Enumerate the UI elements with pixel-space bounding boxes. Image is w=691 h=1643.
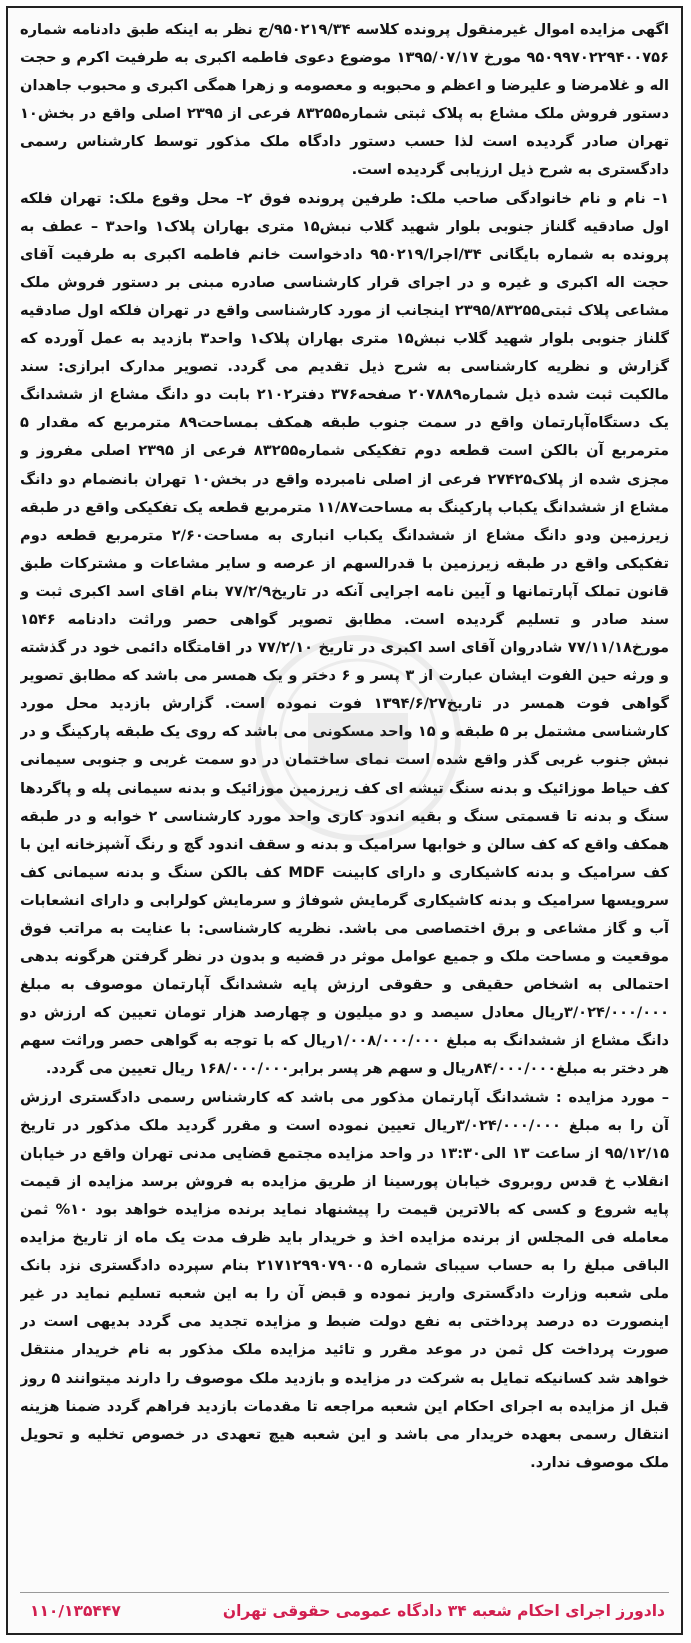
notice-paragraph-intro: اگهی مزایده اموال غیرمنقول پرونده کلاسه ۹۵۰۲۱۹/۳۴/ج نظر به اینکه طبق دادنامه شماره ۹۵۰۹۹۷۰۲۲۹۴۰۰۷۵۶ مورخ ۱۳۹۵/۰۷/۱۷ موضوع دعوی فاطمه اکبری به طرفیت اکرم و حجت اله و غلامرضا و علیرضا و اعظم و محبوبه و معصومه و زهرا همگی اکبری و محبوب جاهدان دستور فروش ملک مشاع به پلاک ثبتی شماره۸۳۲۵۵ فرعی از ۲۳۹۵ اصلی واقع در بخش۱۰ تهران صادر گردیده است لذا حسب دستور دادگاه ملک مذکور توسط کارشناس رسمی دادگستری به شرح ذیل ارزیابی گردیده است. bbox=[20, 21, 669, 179]
notice-paragraph-auction-terms: – مورد مزایده : ششدانگ آپارتمان مذکور می باشد که کارشناس رسمی دادگستری ارزش آن را به مبلغ ۳/۰۲۴/۰۰۰/۰۰۰ریال تعیین نموده است و مقرر گردید ملک مذکور در تاریخ ۹۵/۱۲/۱۵ از ساعت ۱۳ الی۱۳:۳۰ در واحد مزایده مجتمع قضایی مدنی تهران واقع در خیابان انقلاب خ قدس روبروی خیابان پورسینا از طریق مزایده به فروش برسد مزایده از قیمت پایه شروع و کسی که بالاترین قیمت را پیشنهاد نماید برنده مزایده خواهد بود ۱۰% ثمن معامله فی المجلس از برنده مزایده اخذ و خریدار باید ظرف مدت یک ماه از تاریخ مزایده الباقی مبلغ را به حساب سیبای شماره ۲۱۷۱۲۹۹۰۷۹۰۰۵ بنام سپرده دادگستری نزد بانک ملی شعبه وزارت دادگستری واریز نموده و قبض آن را به این شعبه تسلیم نماید در غیر اینصورت ده درصد پرداختی به نفع دولت ضبط و مزایده تجدید می گردد بدیهی است در صورت پرداخت کل ثمن در موعد مقرر و تائید مزایده ملک مذکور به نام خریدار منتقل خواهد شد کسانیکه تمایل به شرکت در مزایده و بازدید ملک موصوف را دارند میتوانند ۵ روز قبل از مزایده به اجرای احکام این شعبه مراجعه تا مقدمات بازدید فراهم گردد ضمنا هزینه انتقال رسمی بعهده خریدار می باشد و این شعبه هیچ تعهدی در خصوص تخلیه و تحویل ملک موصوف ندارد. bbox=[20, 1088, 669, 1471]
notice-content bbox=[20, 16, 669, 1589]
notice-footer bbox=[22, 1597, 667, 1625]
issuer-signature: دادورز اجرای احکام شعبه ۳۴ دادگاه عمومی حقوقی تهران bbox=[222, 1602, 665, 1620]
footer-divider bbox=[20, 1592, 669, 1593]
auction-notice bbox=[6, 6, 683, 1635]
notice-paragraph-appraisal: ۱– نام و نام خانوادگی صاحب ملک: طرفین پرونده فوق ۲– محل وقوع ملک: تهران فلکه اول صادقیه گلناز جنوبی بلوار شهید گلاب نبش۱۵ متری بهاران پلاک۱ واحد۳ – عطف به پرونده به شماره بایگانی ۳۴/اجرا/۹۵۰۲۱۹ دادخواست خانم فاطمه اکبری به طرفیت آقای حجت اله اکبری و غیره و در اجرای قرار کارشناسی صادره مبنی بر دستور فروش ملک مشاعی پلاک ثبتی۲۳۹۵/۸۳۲۵۵ اینجانب از مورد کارشناسی واقع در تهران فلکه اول صادقیه گلناز جنوبی بلوار شهید گلاب نبش۱۵ متری بهاران پلاک۱ واحد۳ بازدید به عمل آورده که گزارش و نظریه کارشناسی به شرح ذیل تقدیم می گردد. تصویر مدارک ابرازی: سند مالکیت ثبت شده ذیل شماره۲۰۷۸۸۹ صفحه۳۷۶ دفتر۲۱۰۲ بابت دو دانگ مشاع از ششدانگ یک دستگاه‌آپارتمان واقع در سمت جنوب طبقه همکف بمساحت۸۹ مترمربع که مقدار ۵ مترمربع آن بالکن است قطعه دوم تفکیکی شماره۸۳۲۵۵ فرعی از ۲۳۹۵ اصلی مفروز و مجزی شده از پلاک۲۷۴۲۵ فرعی از اصلی نامبرده واقع در بخش۱۰ تهران بانضمام دو دانگ مشاع از ششدانگ یکباب پارکینگ به مساحت۱۱/۸۷ مترمربع قطعه یک تفکیکی واقع در طبقه زیرزمین ودو دانگ مشاع از ششدانگ یکباب انباری به مساحت۲/۶۰ مترمربع قطعه دوم تفکیکی واقع در طبقه زیرزمین با قدرالسهم از عرصه و سایر مشاعات و مشترکات طبق قانون تملک آپارتمانها و آیین نامه اجرایی آنکه در تاریخ۷۷/۲/۹ بنام اقای اسد اکبری ثبت و سند صادر و تسلیم گردیده است. مطابق تصویر گواهی حصر وراثت دادنامه ۱۵۴۶ مورخ۷۷/۱۱/۱۸ شادروان آقای اسد اکبری در تاریخ ۷۷/۲/۱۰ در اقامتگاه دائمی خود در گذشته و ورثه حین الفوت ایشان عبارت از ۳ پسر و ۶ دختر و یک همسر می باشد که مطابق تصویر گواهی فوت همسر در تاریخ۱۳۹۴/۶/۲۷ فوت نموده است. گزارش بازدید محل مورد کارشناسی مشتمل بر ۵ طبقه و ۱۵ واحد مسکونی می باشد که روی یک طبقه پارکینگ و در نبش جنوب غربی گذر واقع شده است نمای ساختمان در دو سمت غربی و جنوبی سیمانی کف حیاط موزائیک و بدنه سنگ تیشه ای کف زیرزمین موزائیک و بدنه سیمانی پله و پاگردها سنگ و بدنه تا قسمتی سنگ و بقیه اندود کاری واحد مورد کارشناسی ۲ خوابه و در طبقه همکف واقع که کف سالن و خوابها سرامیک و بدنه و سقف اندود گچ و رنگ آشپزخانه این با کف سرامیک و بدنه کاشیکاری و دارای کابینت MDF کف بالکن سنگ و بدنه سیمانی کف سرویسها سرامیک و بدنه کاشیکاری گرمایش شوفاژ و سرمایش کولرابی و دارای انشعابات آب و گاز مشاعی و برق اختصاصی می باشد. نظریه کارشناسی: با عنایت به مراتب فوق موقعیت و مساحت ملک و جمیع عوامل موثر در قضیه و بدون در نظر گرفتن هرگونه بدهی احتمالی به اشخاص حقیقی و حقوقی ارزش پایه ششدانگ آپارتمان موصوف به مبلغ ۳/۰۲۴/۰۰۰/۰۰۰ریال معادل سیصد و دو میلیون و چهارصد هزار تومان تعیین که ارزش دو دانگ مشاع از ششدانگ به مبلغ ۱/۰۰۸/۰۰۰/۰۰۰ریال که با توجه به گواهی حصر وراثت سهم هر دختر به مبلغ۸۴/۰۰۰/۰۰۰ریال و سهم هر پسر برابر۱۶۸/۰۰۰/۰۰۰ ریال تعیین می گردد. bbox=[20, 189, 669, 1078]
notice-body bbox=[20, 16, 669, 1477]
notice-code: ۱۱۰/۱۳۵۴۴۷ bbox=[30, 1602, 121, 1620]
